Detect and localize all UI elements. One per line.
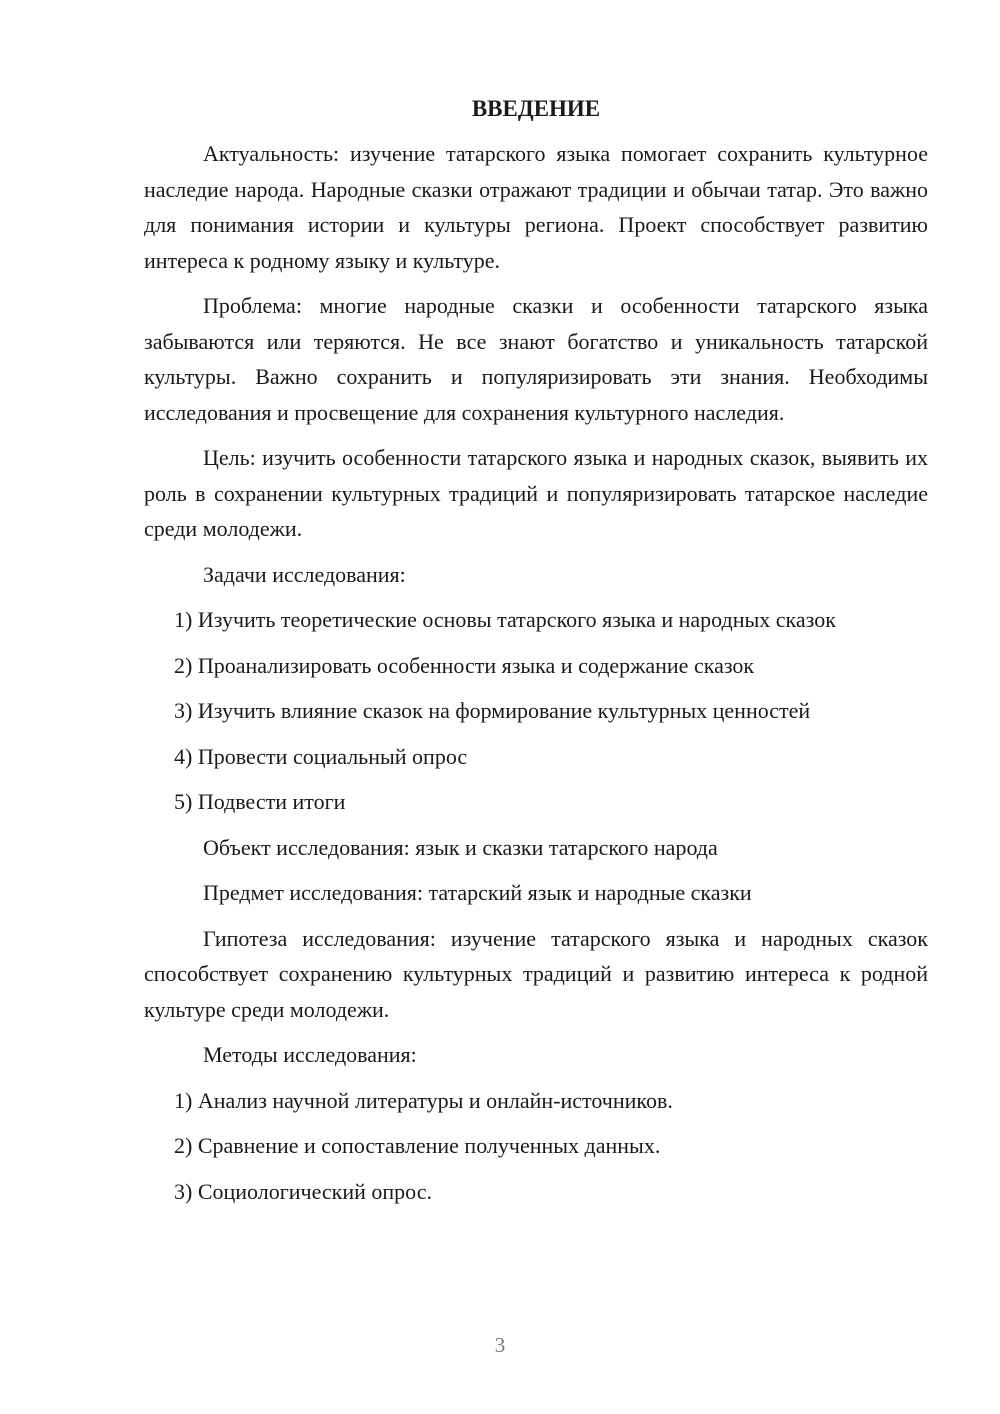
research-subject: Предмет исследования: татарский язык и народные сказки	[203, 880, 752, 905]
research-object: Объект исследования: язык и сказки татарского народа	[203, 834, 718, 860]
method-item: 2) Сравнение и сопоставление полученных данных.	[174, 1133, 661, 1158]
task-item: 4) Провести социальный опрос	[174, 743, 468, 769]
method-item: 3) Социологический опрос.	[174, 1178, 432, 1204]
page-number: 3	[494, 1333, 506, 1357]
task-item: 5) Подвести итоги	[174, 789, 346, 814]
task-item: 1) Изучить теоретические основы татарского языка и народных сказок	[174, 607, 836, 632]
method-item: 1) Анализ научной литературы и онлайн-источников.	[174, 1087, 673, 1113]
task-item: 2) Проанализировать особенности языка и содержание сказок	[174, 652, 755, 678]
methods-heading: Методы исследования:	[203, 1042, 417, 1067]
page-content	[144, 92, 928, 1219]
page-title: ВВЕДЕНИЕ	[471, 96, 601, 121]
relevance-paragraph: Актуальность: изучение татарского языка помогает сохранить культурное наследие народа. Народные сказки отражают традиции и обычаи татар. Это важно для понимания истории и культуры региона. Проект способствует развитию интереса к родному языку и культуре.	[144, 141, 928, 273]
goal-paragraph: Цель: изучить особенности татарского языка и народных сказок, выявить их роль в сохранении культурных традиций и популяризировать татарское наследие среди молодежи.	[144, 445, 928, 541]
hypothesis-paragraph: Гипотеза исследования: изучение татарского языка и народных сказок способствует сохранению культурных традиций и развитию интереса к родной культуре среди молодежи.	[144, 925, 928, 1022]
tasks-heading: Задачи исследования:	[203, 561, 406, 587]
task-item: 3) Изучить влияние сказок на формирование культурных ценностей	[174, 698, 811, 723]
problem-paragraph: Проблема: многие народные сказки и особенности татарского языка забываются или теряются. Не все знают богатство и уникальность татарской культуры. Важно сохранить и популяризировать эти знания. Необходимы исследования и просвещение для сохранения культурного наследия.	[144, 293, 928, 425]
